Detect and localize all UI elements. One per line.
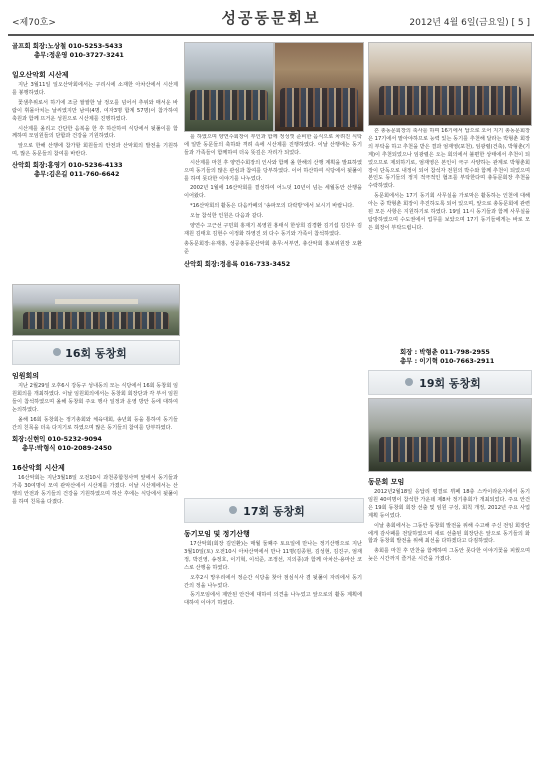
issue-number: <제70호> xyxy=(12,18,56,28)
article-title-regular-hike: 동기모임 및 정기산행 xyxy=(184,530,250,538)
paragraph: 2012년2월18일 응답리 평결로 뷔페 18층 스카이라운지에서 동기 임원 40여명이 참석한 가운데 제8차 정기총회가 개최되었다. 주요 안건은 19회 동창회 회장 선출 및 임원 구성, 회칙 개정, 2012년 주요 사업 계획 등이었다. xyxy=(368,489,530,519)
column-2 xyxy=(184,134,362,490)
paragraph: 이날 총회에서는 그동안 동창회 발전을 위해 수고해 주신 전임 회장단에게 감사패를 전달하였으며 새로 선출된 회장단은 앞으로 동기들의 화합과 동창회 발전을 위해 최선을 다하겠다고 다짐하였다. xyxy=(368,522,530,545)
club-president-contact: 산악회 회장:정용록 016-733-3452 xyxy=(184,259,291,268)
article-body-meeting xyxy=(12,383,178,432)
article-body-alumni-meeting xyxy=(368,489,530,564)
section-banner-19 xyxy=(368,370,532,395)
masthead-title: 성공동문회보 xyxy=(221,9,321,27)
paragraph: 지난 3월11일 일오산악회에서는 구리시에 소재한 아차산에서 시산제를 봉행하였다. xyxy=(12,82,178,96)
paragraph: 앞으로 한해 산행에 참가할 회원들의 안전과 산악회의 발전을 기원하며, 많은 동문들의 참여를 바란다. xyxy=(12,143,178,158)
group-photo-5 xyxy=(368,398,532,472)
mountain-club-contact-2: 총무:김은길 011-760-6642 xyxy=(34,170,120,179)
paragraph: 동기모임에서 제안된 안건에 대하여 의견을 나누었고 앞으로의 활동 계획에 대하여 이야기 하였다. xyxy=(184,592,362,607)
article-body-regular-hike xyxy=(184,541,362,608)
paragraph: 동문회에서는 17기 동기회 사무실을 가로막은 활동하는 인천에 대해 아는 중 박형춘 회장이 추진하도록 되어 있으며, 앞으로 총동문회에 관련된 모든 사항은 지원하기로 하였다. 19일 11시 동기들과 함께 사무실을 탐방하였으며 수도권에서 업무를 보았으며 17기 동기들에게는 바로 모든 회장이 부탁드립니다. xyxy=(368,193,530,231)
section-banner-16 xyxy=(12,340,180,365)
group-photo-1 xyxy=(12,284,180,336)
paragraph: *16산악회의 활동은 다음카페의 '송파모의 다락방'에서 보시기 바랍니다. xyxy=(190,203,354,210)
paragraph: 지난 2월29일 오후6시 강동구 성내동의 모는 식당에서 16회 동창회 임원회의를 개최하였다. 이날 임원회의에서는 동창회 회장단과 각 부서 임원들이 참석하였으며 올해 동창회 주요 행사 일정과 운영 방안 등에 대하여 논의하였다. xyxy=(12,383,178,413)
article-title-meeting: 임원회의 xyxy=(12,372,40,380)
paragraph: 시산제를 마친 후 양연수회장의 인사와 함께 올 한해의 산행 계획을 발표하였으며 동기들의 많은 관심과 참여를 당부하였다. 이어 하산하여 식당에서 뒷풀이를 하며 못다한 이야기를 나누었다. xyxy=(184,159,362,182)
article-body-16-club xyxy=(12,475,178,507)
paragraph: 오후2시 망우리에서 정순간 식당을 찾아 점심식사 겸 뒷풀이 자리에서 동기간의 정을 나누었다. xyxy=(184,574,362,589)
group-photo-4 xyxy=(368,42,532,126)
class16-contact-2: 총무:박형식 010-2089-2450 xyxy=(22,444,112,453)
class16-contact-1: 회장:신현익 010-5232-9094 xyxy=(12,435,102,444)
paragraph: 총회를 마친 후 만찬을 함께하며 그동안 못다한 이야기꽃을 피웠으며 늦은 시간까지 즐거운 시간을 가졌다. xyxy=(368,548,530,563)
class17-president-contact: 회장 : 박형춘 011-798-2955 xyxy=(400,348,490,356)
article-title-16-club: 16산악회 시산제 xyxy=(12,464,65,473)
article-title-ceremony: 일오산악회 시산제 xyxy=(12,71,69,79)
paragraph: 올해 16회 동창회는 정기총회와 체육대회, 송년회 등을 통하여 동기들 간의 친목을 더욱 다지기로 하였으며 많은 동기들의 참여를 당부하였다. xyxy=(12,416,178,431)
paragraph: 흔 총동문회장의 축사를 하며 16기에서 답으로 오어 지기 총동문회장은 17기에서 맡아야하므로 능력 있는 동기를 추천해 달라는 박형춘 회장의 부탁을 하고 추천을 받은 결과 엄재영(포천), 임광렬(건축), 박형춘(기계)이 추천되었으나 임광렬은 오는 회의에서 불편한 상태에서 추천이 되었으므로 제외하기로, 엄재영은 본인이 극구 사양하는 관계로 박형춘회장이 단독으로 내정이 되어 참석자 전원의 박수와 함께 추천이 되었으며 본인도 동기들의 정지 적극적인 협조를 부탁한다며 총동문회장 추천을 수락하였다. xyxy=(368,128,530,190)
section-banner-17 xyxy=(184,498,364,523)
group-photo-2 xyxy=(184,42,274,132)
header-rule xyxy=(8,34,534,36)
article-body-ceremony xyxy=(12,82,178,159)
issue-date: 2012년 4월 6일(금요일) [ 5 ] xyxy=(409,18,530,28)
article-title-alumni-meeting: 동문회 모임 xyxy=(368,478,405,486)
class17-secretary-contact: 총무 : 이기혁 010-7663-2911 xyxy=(400,357,495,365)
section-banner-19-label: 19회 동창회 xyxy=(419,377,481,390)
alumni-officers-line: 총동문회장:유재홍, 성공총동문산악회 총무:서부연, 총산악회 홍보위원장 오환준 xyxy=(184,240,362,255)
paragraph: 16산악회는 지난3월18일 오전10시 과천종합청사역 앞에서 동기들과 가족 30여명이 모여 관악산에서 시산제를 가졌다. 이날 시산제에서는 산행의 안전과 동기들의 건강을 기원하였으며 하산 후에는 식당에서 뒷풀이를 하며 친목을 다졌다. xyxy=(12,475,178,506)
article-body-continued-17 xyxy=(368,128,530,233)
paragraph: 2002년 1월에 16산악회를 결성하여 어느덧 10년이 넘는 세월동안 산행을 이어왔다. xyxy=(184,185,362,200)
mountain-club-contact-1: 산악회 회장:홍영기 010-5236-4133 xyxy=(12,161,123,170)
paragraph: 17산악회(회장 김인환)는 매월 둘째주 토요일에 만나는 정기산행으로 지난 3월10일(토) 오전10시 아차산역에서 만나 11명(김종현, 김성현, 김진구, 엄재정, 박진영, 송정호, 이기혁, 이석준, 조정선, 지의종)과 함께 아차산-용마산 코스로 산행을 하였다. xyxy=(184,541,362,571)
golf-club-contact-1: 골프회 회장:노상철 010-5253-5433 xyxy=(12,42,123,50)
column-3-lower xyxy=(368,474,530,778)
paragraph: 를 하였으며 양연수회장이 부인과 함께 정성껏 준비한 음식으로 차려진 식탁에 일반 동문들의 축하와 격려 속에 시산제를 진행하였다. 이날 산행에는 동기들과 가족들이 함께하여 더욱 뜻깊은 자리가 되었다. xyxy=(184,134,362,156)
article-body-continued xyxy=(184,134,362,239)
page-header xyxy=(8,6,534,32)
section-banner-16-label: 16회 동창회 xyxy=(65,347,127,360)
column-1-lower xyxy=(12,368,178,778)
column-3 xyxy=(368,128,530,344)
paragraph: 꽃샘추위로서 하기에 조금 쌀쌀한 날 정오를 넘어서 추위와 매서운 바람이 휘몰아치는 날씨였지만 남여(4명, 여자3명 합계 57명)이 참가하여 축원과 함께 뜨거운 성원으로 시산제를 진행하였다. xyxy=(12,99,178,122)
paragraph: 양연수 고근선 구민회 홍재기 복영원 홍태식 한상희 김경환 김기섭 김진우 김재원 김태호 김현수 이정화 하영진 외 다수 동기와 가족이 참석하였다. xyxy=(184,223,362,237)
group-photo-3 xyxy=(274,42,364,132)
column-2-lower xyxy=(184,526,362,778)
section-banner-17-label: 17회 동창회 xyxy=(243,505,305,518)
golf-club-contact-2: 총무:정운영 010-3727-3241 xyxy=(34,51,124,59)
paragraph: 시산제를 올리고 간단한 음복을 한 후 하산하여 식당에서 뒷풀이를 함께하며 모임원들의 단합과 건강을 기원하였다. xyxy=(12,125,178,140)
paragraph: 오늘 참석한 인원은 다음과 같다. xyxy=(190,213,264,220)
